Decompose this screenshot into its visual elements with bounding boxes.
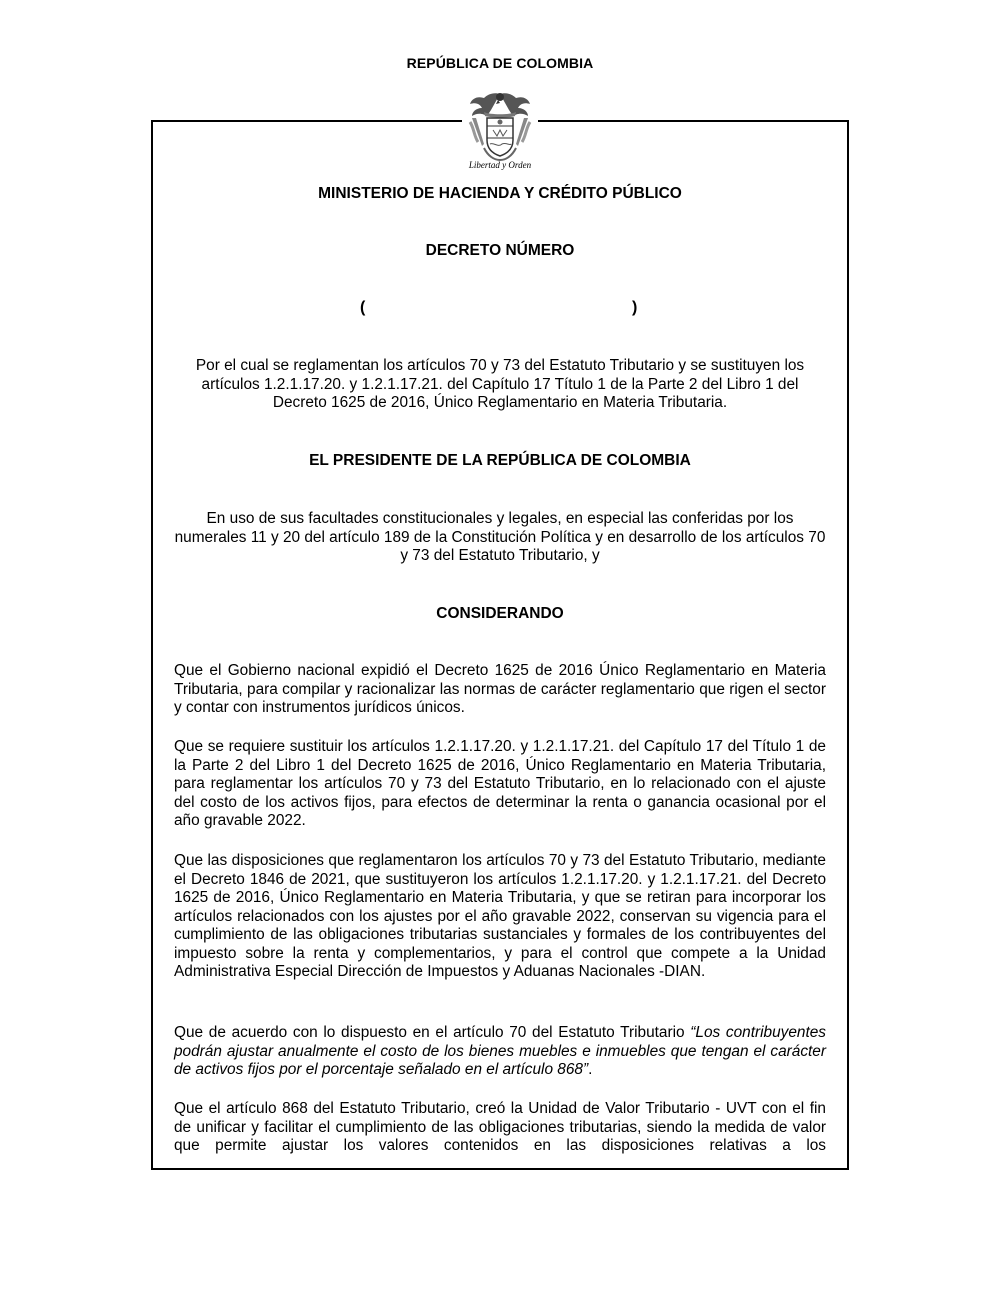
considering-heading: CONSIDERANDO [436, 605, 564, 622]
decree-number-label: DECRETO NÚMERO [425, 242, 575, 259]
paragraph-4-quote: “Los contribuyentes podrán ajustar anualmente el costo de los bienes muebles e inmuebles que tengan el carácter de activos fijos por el porcentaje señalado en el artículo 868” [174, 1024, 826, 1078]
paragraph-5: Que el artículo 868 del Estatuto Tributario, creó la Unidad de Valor Tributario - UVT con el fin de unificar y facilitar el cumplimiento de las obligaciones tributarias, siendo la medida de valor que permite ajustar los valores contenidos en las disposiciones relativas a los [174, 1100, 826, 1154]
paragraph-4-lead: Que de acuerdo con lo dispuesto en el artículo 70 del Estatuto Tributario [174, 1024, 691, 1041]
paragraph-2: Que se requiere sustituir los artículos 1.2.1.17.20. y 1.2.1.17.21. del Capítulo 17 del Título 1 de la Parte 2 del Libro 1 del Decreto 1625 de 2016, Único Reglamentario en Materia Tributaria, para reglamentar los artículos 70 y 73 del Estatuto Tributario, en lo relacionado con el ajuste del costo de los activos fijos, para efectos de determinar la renta o ganancia ocasional por el año gravable 2022. [174, 738, 826, 829]
ministry-title: MINISTERIO DE HACIENDA Y CRÉDITO PÚBLICO [318, 185, 682, 202]
decree-number-open: ( [360, 299, 366, 316]
decree-number-close: ) [632, 299, 638, 316]
paragraph-4-tail: . [588, 1061, 593, 1078]
president-heading: EL PRESIDENTE DE LA REPÚBLICA DE COLOMBIA [309, 452, 691, 469]
paragraph-4 [174, 1024, 826, 1080]
paragraph-1: Que el Gobierno nacional expidió el Decreto 1625 de 2016 Único Reglamentario en Materia Tributaria, para compilar y racionalizar las normas de carácter reglamentario que rigen el sector y contar con instrumentos jurídicos únicos. [174, 662, 826, 716]
motto-text: Libertad y Orden [468, 160, 532, 170]
powers-clause: En uso de sus facultades constitucionales y legales, en especial las conferidas por los numerales 11 y 20 del artículo 189 de la Constitución Política y en desarrollo de los artículos 70 y 73 del Estatuto Tributario, y [174, 510, 826, 564]
paragraph-3: Que las disposiciones que reglamentaron los artículos 70 y 73 del Estatuto Tributario, mediante el Decreto 1846 de 2021, que sustituyeron los artículos 1.2.1.17.20. y 1.2.1.17.21. del Decreto 1625 de 2016, Único Reglamentario en Materia Tributaria, y que se retiran para incorporar los artículos relacionados con los ajustes por el año gravable 2022, conservan su vigencia para el cumplimiento de las obligaciones tributarias sustanciales y formales de los contribuyentes del impuesto sobre la renta y complementarios, y para el control que compete a la Unidad Administrativa Especial Dirección de Impuestos y Aduanas Nacionales -DIAN. [174, 852, 826, 980]
decree-summary: Por el cual se reglamentan los artículos 70 y 73 del Estatuto Tributario y se sustituyen los artículos 1.2.1.17.20. y 1.2.1.17.21. del Capítulo 17 Título 1 de la Parte 2 del Libro 1 del Decreto 1625 de 2016, Único Reglamentario en Materia Tributaria. [195, 357, 805, 411]
country-heading: REPÚBLICA DE COLOMBIA [406, 55, 594, 71]
document-frame [151, 120, 849, 1170]
